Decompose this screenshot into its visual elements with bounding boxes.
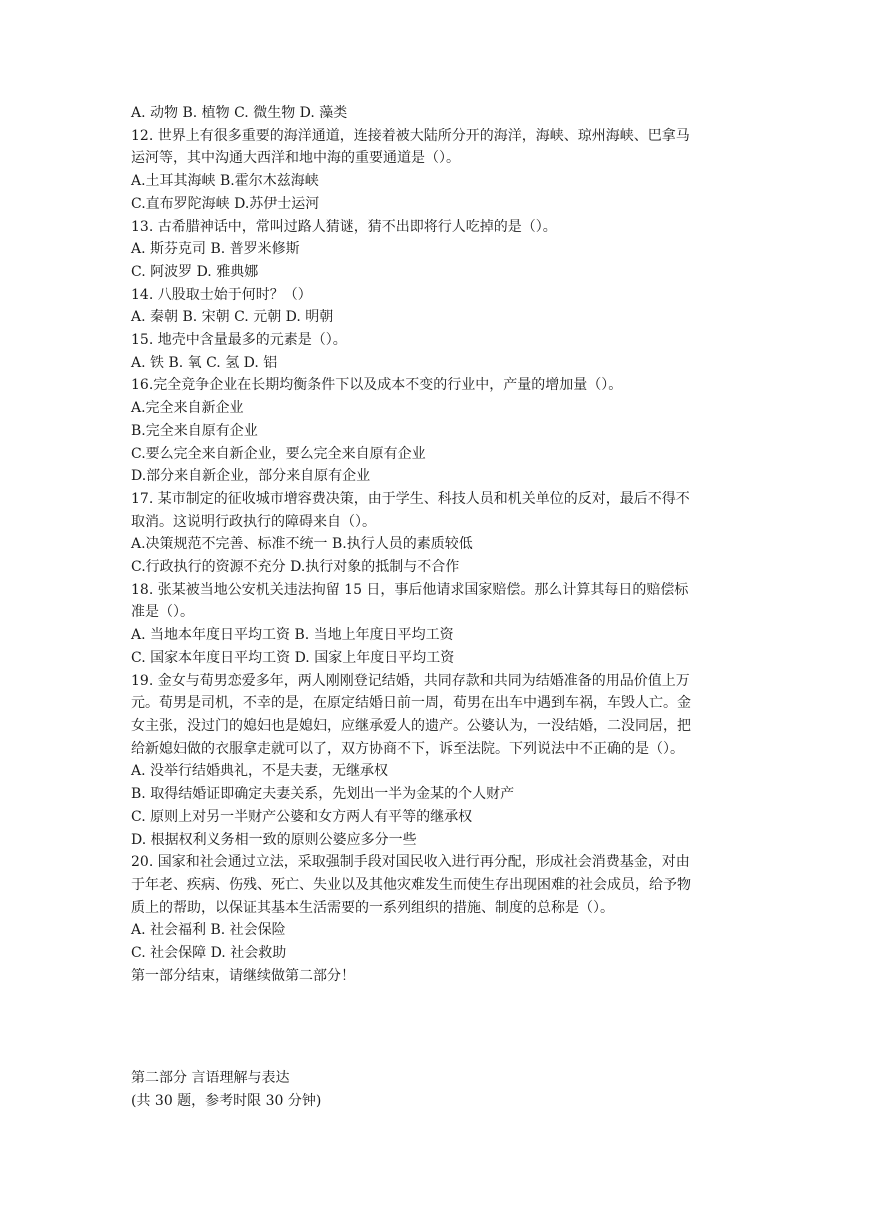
text-line: 16.完全竞争企业在长期均衡条件下以及成本不变的行业中，产量的增加量（）。 xyxy=(131,377,623,394)
text-line: 第一部分结束，请继续做第二部分！ xyxy=(131,967,355,984)
text-line: D. 根据权利义务相一致的原则公婆应多分一些 xyxy=(131,831,417,848)
text-line: D.部分来自新企业，部分来自原有企业 xyxy=(131,468,371,485)
text-line: A. 社会福利 B. 社会保险 xyxy=(131,922,286,939)
text-line: A. 铁 B. 氧 C. 氢 D. 铝 xyxy=(131,354,278,371)
text-line: 取消。这说明行政执行的障碍来自（）。 xyxy=(131,513,376,530)
text-line: 运河等，其中沟通大西洋和地中海的重要通道是（）。 xyxy=(131,150,460,167)
question-text-block xyxy=(131,102,741,987)
section-title: 第二部分 言语理解与表达 xyxy=(131,1070,290,1087)
text-line: 13. 古希腊神话中，常叫过路人猜谜，猜不出即将行人吃掉的是（）。 xyxy=(131,218,557,235)
text-line: 准是（）。 xyxy=(131,604,194,621)
text-line: B.完全来自原有企业 xyxy=(131,422,258,439)
text-line: B. 取得结婚证即确定夫妻关系，先划出一半为金某的个人财产 xyxy=(131,786,515,803)
text-line: 15. 地壳中含量最多的元素是（）。 xyxy=(131,332,347,349)
text-line: C. 社会保障 D. 社会救助 xyxy=(131,945,287,962)
text-line: A. 斯芬克司 B. 普罗米修斯 xyxy=(131,241,300,258)
text-line: A.决策规范不完善、标准不统一 B.执行人员的素质较低 xyxy=(131,536,473,553)
text-line: 14. 八股取士始于何时？（） xyxy=(131,286,312,303)
text-line: C.直布罗陀海峡 D.苏伊士运河 xyxy=(131,195,320,212)
text-line: 女主张，没过门的媳妇也是媳妇，应继承爱人的遗产。公婆认为，一没结婚，二没同居，把 xyxy=(131,717,691,734)
text-line: 元。荀男是司机，不幸的是，在原定结婚日前一周，荀男在出车中遇到车祸，车毁人亡。金 xyxy=(131,695,691,712)
text-line: A. 没举行结婚典礼，不是夫妻，无继承权 xyxy=(131,763,389,780)
text-line: 给新媳妇做的衣服拿走就可以了，双方协商不下，诉至法院。下列说法中不正确的是（）。 xyxy=(131,740,684,757)
text-line: 18. 张某被当地公安机关违法拘留 15 日，事后他请求国家赔偿。那么计算其每日的赔偿标 xyxy=(131,581,689,598)
text-line: 19. 金女与荀男恋爱多年，两人刚刚登记结婚，共同存款和共同为结婚准备的用品价值上万 xyxy=(131,672,690,689)
text-line: A. 动物 B. 植物 C. 微生物 D. 藻类 xyxy=(131,105,348,121)
section-note: (共 30 题，参考时限 30 分钟) xyxy=(131,1093,322,1110)
text-line: C. 国家本年度日平均工资 D. 国家上年度日平均工资 xyxy=(131,649,455,666)
text-line: 质上的帮助，以保证其基本生活需要的一系列组织的措施、制度的总称是（）。 xyxy=(131,899,614,916)
document-page xyxy=(131,102,741,1113)
text-line: 于年老、疾病、伤残、死亡、失业以及其他灾难发生而使生存出现困难的社会成员，给予物 xyxy=(131,876,691,893)
text-line: 12. 世界上有很多重要的海洋通道，连接着被大陆所分开的海洋，海峡、琼州海峡、巴拿马 xyxy=(131,127,690,144)
text-line: C. 原则上对另一半财产公婆和女方两人有平等的继承权 xyxy=(131,808,473,825)
text-line: A.完全来自新企业 xyxy=(131,400,244,417)
text-line: 20. 国家和社会通过立法，采取强制手段对国民收入进行再分配，形成社会消费基金，对由 xyxy=(131,854,690,871)
text-line: 17. 某市制定的征收城市增容费决策，由于学生、科技人员和机关单位的反对，最后不得不 xyxy=(131,490,690,507)
text-line: C.要么完全来自新企业，要么完全来自原有企业 xyxy=(131,445,426,462)
text-line: A.土耳其海峡 B.霍尔木兹海峡 xyxy=(131,173,319,190)
text-line: A. 当地本年度日平均工资 B. 当地上年度日平均工资 xyxy=(131,627,454,644)
section-spacer xyxy=(131,987,741,1067)
text-line: C.行政执行的资源不充分 D.执行对象的抵制与不合作 xyxy=(131,559,460,576)
text-line: A. 秦朝 B. 宋朝 C. 元朝 D. 明朝 xyxy=(131,309,334,326)
text-line: C. 阿波罗 D. 雅典娜 xyxy=(131,263,259,280)
